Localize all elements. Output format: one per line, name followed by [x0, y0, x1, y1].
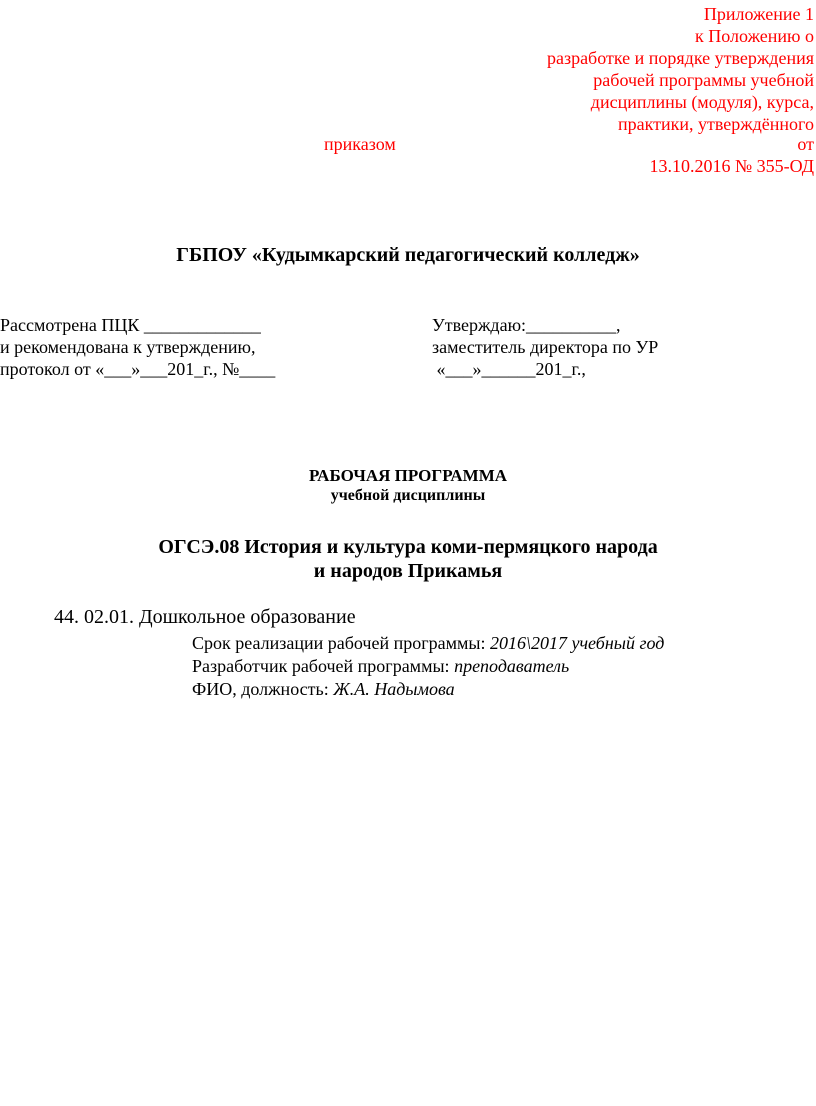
appendix-line: дисциплины (модуля), курса,	[590, 92, 814, 112]
program-title: РАБОЧАЯ ПРОГРАММА	[308, 466, 508, 485]
approval-left-line: протокол от «___»___201_г., №____	[0, 359, 276, 379]
term-row	[192, 632, 664, 654]
program-subtitle: учебной дисциплины	[330, 487, 486, 504]
term-label: Срок реализации рабочей программы:	[192, 633, 486, 653]
approval-left-line: Рассмотрена ПЦК _____________	[0, 315, 261, 335]
appendix-order-date: 13.10.2016 № 355-ОД	[649, 156, 814, 176]
appendix-order-word: приказом	[324, 134, 396, 154]
discipline-title-line1: ОГСЭ.08 История и культура коми-пермяцкого народа	[158, 536, 658, 558]
appendix-line: рабочей программы учебной	[593, 70, 814, 90]
appendix-line: разработке и порядке утверждения	[546, 48, 814, 68]
college-name: ГБПОУ «Кудымкарский педагогический колледж»	[176, 244, 640, 266]
appendix-line: практики, утверждённого	[617, 114, 814, 134]
appendix-from-word: от	[797, 134, 814, 154]
name-label: ФИО, должность:	[192, 679, 329, 699]
name-value: Ж.А. Надымова	[333, 679, 455, 699]
appendix-line: к Положению о	[695, 26, 814, 46]
name-row	[192, 678, 455, 700]
approval-left-line: и рекомендована к утверждению,	[0, 337, 256, 357]
specialty: 44. 02.01. Дошкольное образование	[54, 606, 356, 628]
developer-row	[192, 655, 569, 677]
approval-right-line: заместитель директора по УР	[432, 337, 659, 357]
approval-right-line: «___»______201_г.,	[432, 359, 586, 379]
developer-label: Разработчик рабочей программы:	[192, 656, 450, 676]
appendix-line: Приложение 1	[703, 4, 814, 24]
term-value: 2016\2017 учебный год	[489, 633, 665, 653]
discipline-title-line2: и народов Прикамья	[313, 560, 503, 582]
developer-value: преподаватель	[454, 656, 570, 676]
approval-right-line: Утверждаю:__________,	[432, 315, 621, 335]
